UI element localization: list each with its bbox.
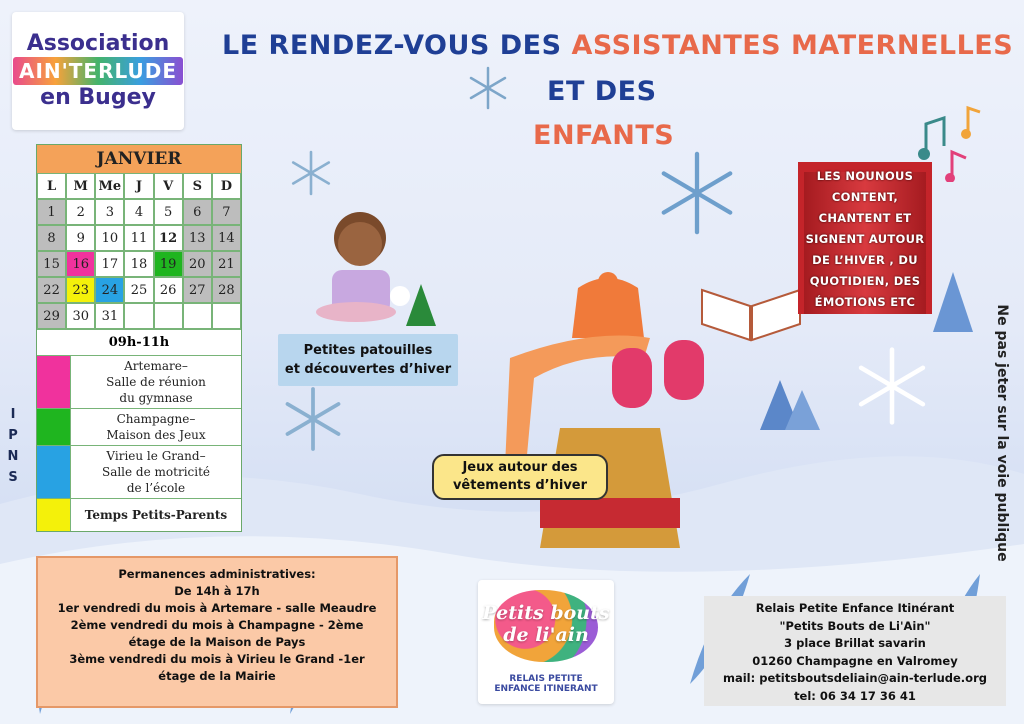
legend-text — [71, 409, 241, 445]
rpe-logo-name — [478, 602, 614, 646]
activity-patouilles-line-2: et découvertes d’hiver — [284, 362, 452, 377]
legend-line: du gymnase — [119, 391, 193, 405]
calendar-day-cell: 30 — [66, 303, 95, 329]
calendar-day-cell: 25 — [124, 277, 153, 303]
permanences-line: Permanences administratives: — [118, 567, 316, 581]
calendar-day-cell: 17 — [95, 251, 124, 277]
title-part-2: ASSISTANTES MATERNELLES — [571, 30, 1014, 61]
permanences-line: 3ème vendredi du mois à Virieu le Grand -1er — [69, 652, 365, 666]
side-letter: S — [8, 470, 18, 485]
calendar-time: 09h-11h — [37, 329, 241, 355]
legend-text — [71, 499, 241, 531]
permanences-line: étage de la Maison de Pays — [128, 635, 306, 649]
pine-trees-decoration — [740, 360, 830, 430]
rpe-logo-sub-line-2: ENFANCE ITINERANT — [494, 684, 598, 694]
calendar-day-cell: 20 — [183, 251, 212, 277]
legend-line: Maison des Jeux — [106, 428, 206, 442]
side-letters — [6, 404, 20, 488]
nounous-line: QUOTIDIEN, DES — [809, 274, 921, 288]
calendar-day-cell: 10 — [95, 225, 124, 251]
relais-petite-enfance-logo — [478, 580, 614, 704]
calendar-day-cell: 19 — [154, 251, 183, 277]
snowflake-icon — [654, 150, 740, 236]
nounous-line: ÉMOTIONS ETC — [814, 295, 916, 309]
activity-patouilles-label — [278, 334, 458, 386]
permanences-box — [36, 556, 398, 708]
calendar-day-cell: 8 — [37, 225, 66, 251]
permanences-line: 2ème vendredi du mois à Champagne - 2ème — [70, 618, 364, 632]
vertical-note — [992, 298, 1012, 568]
legend-row — [37, 445, 241, 498]
calendar-day-cell: 13 — [183, 225, 212, 251]
nounous-line: DE L’HIVER , DU — [812, 253, 918, 267]
calendar-day-cell: 31 — [95, 303, 124, 329]
legend-text — [71, 356, 241, 408]
legend-row — [37, 498, 241, 531]
legend-color-swatch — [37, 409, 71, 445]
page-title — [222, 30, 1013, 61]
activity-jeux-line-1: Jeux autour des — [462, 460, 578, 475]
side-letter: I — [10, 407, 16, 422]
winter-clothes-illustration — [500, 268, 724, 558]
calendar-day-cell: 9 — [66, 225, 95, 251]
snowflake-icon — [466, 66, 510, 110]
calendar-day-cell — [183, 303, 212, 329]
legend-row — [37, 355, 241, 408]
calendar-day-cell: 4 — [124, 199, 153, 225]
title-part-1: LE RENDEZ-VOUS DES — [222, 30, 572, 61]
nounous-line: CHANTENT ET — [818, 211, 912, 225]
calendar-day-cell: 16 — [66, 251, 95, 277]
snowflake-icon — [852, 346, 932, 426]
calendar-day-cell — [212, 303, 241, 329]
activity-jeux-label — [432, 454, 608, 500]
legend-line: Champagne– — [116, 412, 196, 426]
side-letter: P — [8, 428, 18, 443]
logo-line-3: en Bugey — [40, 85, 156, 110]
calendar-day-header: L — [37, 173, 66, 199]
calendar-day-cell: 15 — [37, 251, 66, 277]
calendar-day-header: S — [183, 173, 212, 199]
calendar-day-header: M — [66, 173, 95, 199]
calendar-day-header: Me — [95, 173, 124, 199]
calendar-day-cell: 7 — [212, 199, 241, 225]
vertical-note-text: Ne pas jeter sur la voie publique — [994, 304, 1010, 562]
calendar-day-cell: 29 — [37, 303, 66, 329]
calendar-day-cell: 18 — [124, 251, 153, 277]
legend-line: Virieu le Grand– — [106, 449, 206, 463]
calendar-legend — [37, 355, 241, 531]
calendar-day-cell: 22 — [37, 277, 66, 303]
logo-line-2: AIN'TERLUDE — [13, 57, 183, 85]
rpe-logo-sub-line-1: RELAIS PETITE — [509, 674, 583, 684]
title-line-2: ET DES — [547, 76, 657, 107]
legend-line: Salle de motricité — [101, 465, 211, 479]
nounous-line: LES NOUNOUS — [816, 169, 914, 183]
calendar-day-cell: 3 — [95, 199, 124, 225]
calendar-day-cell: 12 — [154, 225, 183, 251]
nounous-line: CONTENT, — [831, 190, 899, 204]
calendar-day-cell: 1 — [37, 199, 66, 225]
permanences-line: 1er vendredi du mois à Artemare - salle Meaudre — [57, 601, 377, 615]
side-letter: N — [7, 449, 19, 464]
rpe-logo-name-line-2: de li'ain — [503, 624, 589, 646]
legend-row — [37, 408, 241, 445]
legend-line: Artemare– — [124, 359, 188, 373]
permanences-line: De 14h à 17h — [174, 584, 260, 598]
legend-line: Temps Petits-Parents — [84, 508, 228, 522]
activity-jeux-line-2: vêtements d’hiver — [452, 478, 588, 493]
contact-box — [704, 596, 1006, 706]
calendar-day-cell — [154, 303, 183, 329]
calendar-day-cell: 23 — [66, 277, 95, 303]
calendar-day-header: J — [124, 173, 153, 199]
calendar-day-cell: 11 — [124, 225, 153, 251]
calendar-day-cell: 26 — [154, 277, 183, 303]
legend-text — [71, 446, 241, 498]
contact-line: Relais Petite Enfance Itinérant — [755, 601, 955, 615]
calendar-day-cell: 28 — [212, 277, 241, 303]
legend-color-swatch — [37, 446, 71, 498]
calendar — [36, 144, 242, 532]
contact-line: 01260 Champagne en Valromey — [752, 653, 958, 668]
snowflake-icon — [280, 386, 346, 452]
calendar-day-cell: 6 — [183, 199, 212, 225]
rpe-logo-name-line-1: Petits bouts — [482, 602, 610, 624]
rpe-logo-subtitle — [478, 674, 614, 694]
calendar-day-cell — [124, 303, 153, 329]
snowflake-icon — [288, 150, 334, 196]
calendar-day-cell: 14 — [212, 225, 241, 251]
contact-line: 3 place Brillat savarin — [784, 636, 926, 650]
contact-line: mail: petitsboutsdeliain@ain-terlude.org — [723, 671, 987, 685]
calendar-day-header: V — [154, 173, 183, 199]
calendar-day-cell: 24 — [95, 277, 124, 303]
calendar-day-cell: 27 — [183, 277, 212, 303]
calendar-day-cell: 21 — [212, 251, 241, 277]
nounous-line: SIGNENT AUTOUR — [805, 232, 925, 246]
calendar-grid — [37, 173, 241, 329]
activity-patouilles-line-1: Petites patouilles — [303, 343, 433, 358]
calendar-day-cell: 5 — [154, 199, 183, 225]
contact-line: "Petits Bouts de Li'Ain" — [779, 618, 931, 633]
legend-line: Salle de réunion — [106, 375, 206, 389]
nounous-text — [790, 166, 940, 313]
permanences-line: étage de la Mairie — [158, 669, 276, 683]
legend-color-swatch — [37, 356, 71, 408]
title-line-3: ENFANTS — [533, 120, 675, 151]
legend-line: de l’école — [126, 481, 186, 495]
calendar-month: JANVIER — [37, 145, 241, 173]
logo-line-1: Association — [26, 31, 170, 56]
calendar-day-header: D — [212, 173, 241, 199]
child-playing-illustration — [296, 196, 446, 336]
association-logo — [12, 12, 184, 130]
calendar-day-cell: 2 — [66, 199, 95, 225]
legend-color-swatch — [37, 499, 71, 531]
contact-line: tel: 06 34 17 36 41 — [794, 688, 916, 703]
